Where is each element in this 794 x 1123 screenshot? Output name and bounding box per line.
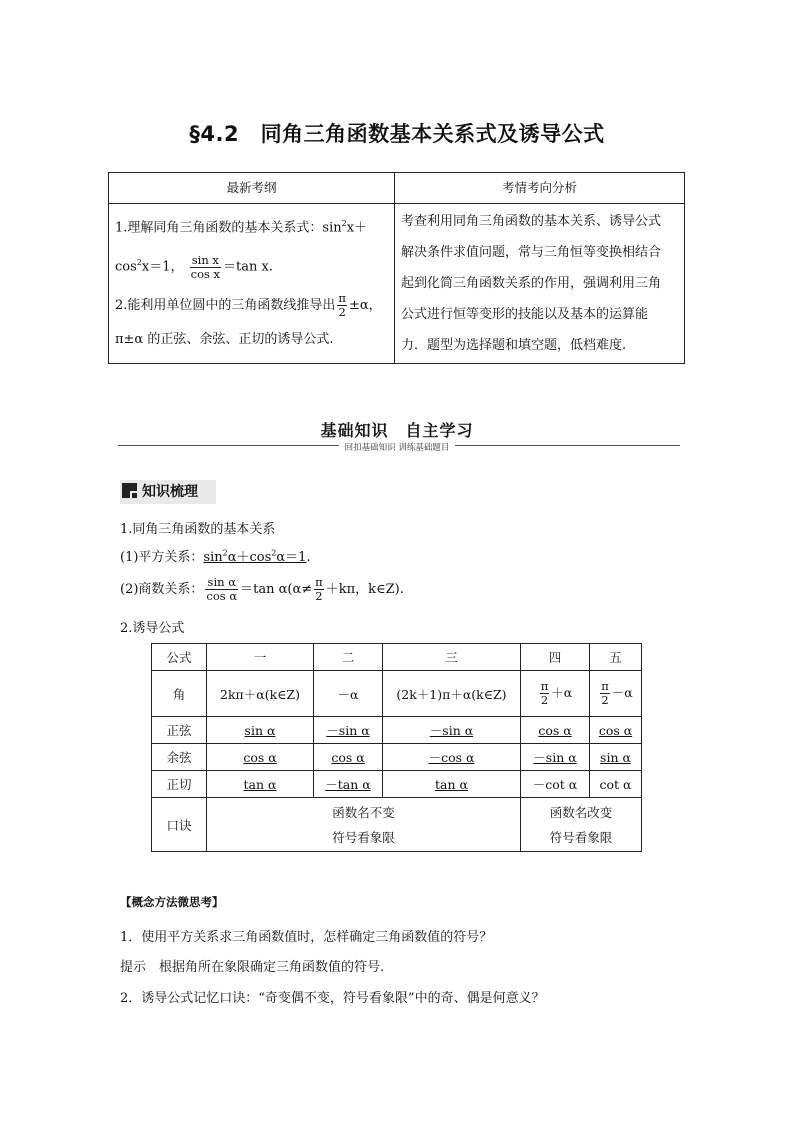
- formula-table: [151, 643, 642, 852]
- table-header: 公式: [152, 644, 207, 671]
- text: ＋α: [551, 685, 573, 700]
- table-cell: －sin α: [533, 750, 577, 765]
- table-header: 五: [590, 644, 642, 671]
- text: ＋kπ，k∈Z).: [325, 582, 404, 597]
- row-label: 口诀: [152, 798, 207, 852]
- outline-text: 1.理解同角三角函数的基本关系式：sin: [115, 220, 342, 236]
- fraction: [190, 254, 221, 281]
- square-icon: [122, 483, 137, 498]
- outline-text: x＋: [346, 220, 368, 236]
- frac-num: sin α: [205, 576, 238, 590]
- table-cell: cos α: [243, 749, 277, 765]
- outline-text: π±α 的正弦、余弦、正切的诱导公式.: [115, 331, 334, 347]
- table-cell: cot α: [599, 776, 632, 792]
- outline-right-line: 公式进行恒等变形的技能以及基本的运算能: [401, 307, 649, 322]
- row-label: 角: [152, 671, 207, 717]
- outline-table: [108, 172, 685, 364]
- outline-right-cell: [395, 204, 685, 364]
- table-cell: －sin α: [326, 723, 370, 738]
- table-cell: －cot α: [532, 777, 578, 792]
- outline-text: ±α，: [348, 297, 382, 313]
- table-cell: tan α: [243, 776, 277, 792]
- table-cell: [521, 671, 590, 717]
- outline-right-line: 力．题型为选择题和填空题，低档难度.: [401, 338, 627, 353]
- mnemonic-line: 函数名不变: [332, 804, 395, 820]
- table-cell: sin α: [244, 722, 276, 738]
- table-cell: －α: [314, 671, 383, 717]
- table-cell: －sin α: [429, 723, 474, 738]
- outline-left-cell: [109, 204, 395, 364]
- section-subtitle: [0, 439, 794, 454]
- knowledge-label: 知识梳理: [142, 484, 198, 500]
- table-cell: cos α: [331, 749, 365, 765]
- fraction: [540, 680, 550, 707]
- outline-text: ＝tan x.: [223, 259, 273, 275]
- table-header: 四: [521, 644, 590, 671]
- outline-header-right: 考情考向分析: [395, 173, 685, 204]
- text: (1)平方关系：: [120, 550, 204, 565]
- mnemonic-left: [207, 798, 521, 852]
- table-header: 一: [207, 644, 314, 671]
- sup: 2: [222, 548, 228, 558]
- outline-sup: 2: [341, 219, 347, 228]
- outline-right-line: 起到化简三角函数关系的作用，强调利用三角: [401, 276, 662, 291]
- frac-num: sin x: [190, 254, 221, 268]
- outline-sup: 2: [136, 258, 142, 268]
- table-cell: tan α: [435, 776, 468, 792]
- table-cell: sin α: [600, 749, 631, 765]
- frac-den: 2: [601, 693, 609, 707]
- table-cell: 2kπ＋α(k∈Z): [207, 671, 314, 717]
- square-formula: [203, 550, 306, 565]
- item1-heading: 1.同角三角函数的基本关系: [120, 522, 276, 537]
- outline-text: 2.能利用单位圆中的三角函数线推导出: [115, 297, 336, 313]
- table-cell: [590, 671, 642, 717]
- text: (2)商数关系：: [120, 582, 204, 597]
- table-row: [152, 744, 642, 771]
- row-label: 正切: [152, 771, 207, 798]
- outline-text: cos: [115, 259, 137, 275]
- table-row: [152, 798, 642, 852]
- table-cell: －tan α: [325, 777, 371, 792]
- text: －α: [611, 685, 633, 700]
- mnemonic-line: 符号看象限: [332, 829, 395, 845]
- table-cell: cos α: [598, 722, 633, 738]
- item2-heading: 2.诱导公式: [120, 621, 185, 636]
- table-header: 三: [383, 644, 521, 671]
- frac-num: π: [540, 679, 549, 693]
- fraction: [600, 680, 610, 707]
- table-row: [152, 771, 642, 798]
- mnemonic-line: 符号看象限: [549, 829, 613, 845]
- think-header: 【概念方法微思考】: [120, 895, 224, 909]
- frac-den: 2: [338, 304, 346, 319]
- row-label: 余弦: [152, 744, 207, 771]
- page-title: §4.2 同角三角函数基本关系式及诱导公式: [189, 122, 605, 146]
- frac-den: cos α: [206, 589, 238, 603]
- table-cell: cos α: [538, 722, 572, 738]
- mnemonic-right: [521, 798, 642, 852]
- frac-num: π: [338, 290, 346, 305]
- fraction: [205, 576, 238, 603]
- text: α＋cos: [227, 550, 272, 565]
- table-row: [152, 671, 642, 717]
- outline-right-line: 考查利用同角三角函数的基本关系、诱导公式: [401, 214, 662, 229]
- table-cell: －cos α: [428, 750, 475, 765]
- outline-text: x＝1，: [141, 259, 184, 275]
- frac-den: 2: [315, 589, 323, 603]
- square-relation: (1)平方关系：$\sin^2\alpha+\cos^2\alpha=1$.: [120, 548, 311, 565]
- question-2: 2．诱导公式记忆口诀：“奇变偶不变，符号看象限”中的奇、偶是何意义？: [120, 991, 545, 1006]
- table-row: [152, 717, 642, 744]
- frac-den: 2: [540, 693, 549, 707]
- question-1: 1．使用平方关系求三角函数值时，怎样确定三角函数值的符号？: [120, 930, 493, 945]
- fraction: [314, 576, 324, 603]
- outline-header-left: 最新考纲: [109, 173, 395, 204]
- quotient-relation: [120, 572, 404, 608]
- text: α＝1: [276, 550, 307, 565]
- section-subtitle-text: 回扣基础知识 训练基础题目: [339, 443, 456, 453]
- sup: 2: [271, 548, 277, 558]
- fraction: [337, 292, 347, 319]
- text: ＝tan α(α≠: [240, 582, 313, 597]
- section-title: 基础知识 自主学习: [320, 421, 474, 440]
- table-cell: (2k＋1)π＋α(k∈Z): [383, 671, 521, 717]
- table-header: 二: [314, 644, 383, 671]
- frac-num: π: [601, 679, 609, 693]
- hint-1: 提示 根据角所在象限确定三角函数值的符号.: [120, 960, 385, 975]
- table-row: [152, 644, 642, 671]
- outline-right-line: 解决条件求值问题，常与三角恒等变换相结合: [401, 245, 662, 260]
- row-label: 正弦: [152, 717, 207, 744]
- mnemonic-line: 函数名改变: [549, 804, 613, 820]
- frac-den: cos x: [190, 266, 221, 281]
- frac-num: π: [315, 575, 323, 589]
- text: sin: [203, 550, 223, 565]
